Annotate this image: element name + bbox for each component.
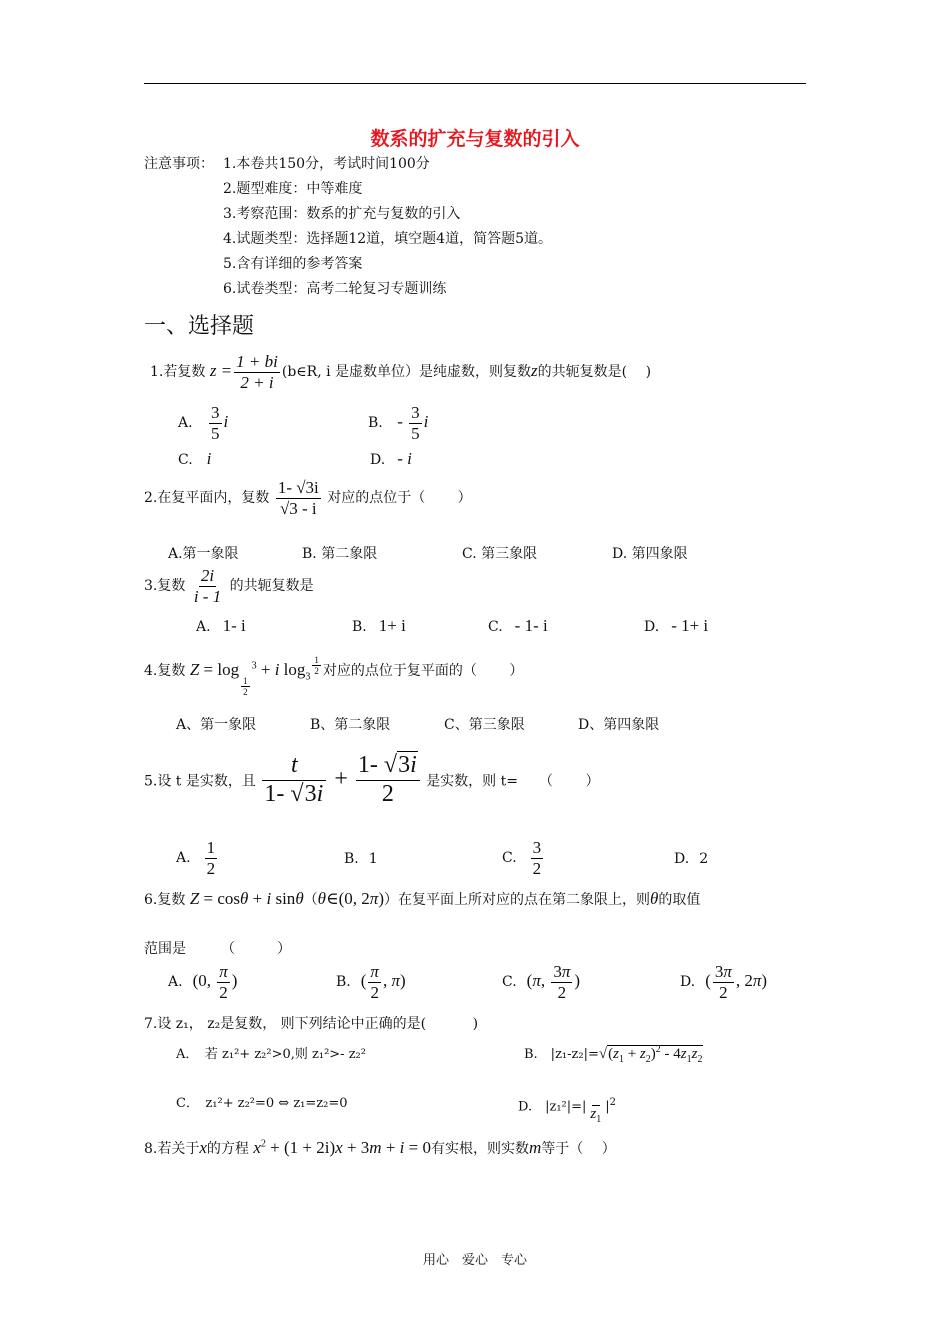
q4-option-c: C、第三象限 <box>444 717 525 733</box>
q7-option-d: D. |z₁²|=| $z_1$ $|^2$ <box>518 1088 616 1126</box>
q5-option-c: C. $\frac{3}{2}$ <box>502 838 542 878</box>
question-4: 4.复数 Z = log $_{\frac{1}{2}}$ $^3$ + i $\log_3$ $^{\frac{1}{2}}$ 对应的点位于复平面的（ ） <box>144 655 524 698</box>
question-6: 6.复数 Z = cosθ + i sinθ（θ∈(0, 2π)）在复平面上所对应的点在第二象限上，则θ的取值 <box>144 889 701 908</box>
note-item: 3.考察范围：数系的扩充与复数的引入 <box>223 206 461 222</box>
question-2: 2.在复平面内，复数 $\frac{1- √3i}{√3 - i}$ 对应的点位于（ ） <box>144 478 472 518</box>
q4-option-d: D、第四象限 <box>578 717 660 733</box>
note-item: 2.题型难度：中等难度 <box>223 181 363 197</box>
q6-option-d: D. ( $\frac{3\pi}{2}$ , 2π) <box>680 962 768 1002</box>
question-7: 7.设 z₁， z₂是复数， 则下列结论中正确的是( ) <box>144 1016 479 1032</box>
q1-option-a: A. $\frac{3}{5}$ i <box>178 403 229 443</box>
q5-option-b: B. 1 <box>344 851 378 867</box>
header-rule <box>144 83 806 84</box>
q1-option-b: B. - $\frac{3}{5}$ i <box>368 403 429 443</box>
q2-option-d: D. 第四象限 <box>612 546 688 562</box>
q4-formula: Z = log $_{\frac{1}{2}}$ $^3$ + i $\log_3$ $^{\frac{1}{2}}$ <box>189 655 319 698</box>
notes-label: 注意事项： <box>144 156 214 172</box>
section-heading: 一、选择题 <box>144 314 255 339</box>
q3-option-d: D. - 1+ i <box>644 616 709 635</box>
q1-formula: z = $\frac{1 + bi}{2 + i}$ <box>209 352 278 392</box>
q2-formula: $\frac{1- √3i}{√3 - i}$ <box>277 478 319 518</box>
q2-option-b: B. 第二象限 <box>302 546 378 562</box>
question-5: 5.设 t 是实数，且 $\frac{t}{1- √3i}$ + $\frac{1- √3i}{2}$ 是实数，则 t= （ ） <box>144 752 600 807</box>
question-3: 3.复数 $\frac{2i}{i - 1}$ 的共轭复数是 <box>144 566 314 606</box>
q3-option-c: C. - 1- i <box>488 616 548 635</box>
note-item: 5.含有详细的参考答案 <box>223 256 363 272</box>
q5-formula: $\frac{t}{1- √3i}$ + $\frac{1- √3i}{2}$ <box>260 766 421 792</box>
q5-option-d: D. 2 <box>674 851 709 867</box>
q1-option-c: C. i <box>178 449 212 468</box>
q3-option-b: B. 1+ i <box>352 616 406 635</box>
q3-option-a: A. 1- i <box>196 616 246 635</box>
question-8: 8.若关于x的方程 $x^2 + (1 + 2i)x + 3m + i = 0$有实根，则实数m等于（ ） <box>144 1138 616 1157</box>
q7-option-b: B. $|z_1-z_2|=√(z_1 + z_2)^2 - 4z_1z_2$ <box>524 1044 703 1065</box>
q8-formula: $x^2 + (1 + 2i)x + 3m + i = 0$ <box>253 1138 431 1157</box>
page-footer: 用心 爱心 专心 <box>422 1253 527 1268</box>
q1-option-d: D. - i <box>370 449 412 468</box>
q7-option-a: A． 若 z₁²+ z₂²>0,则 z₁²>- z₂² <box>176 1047 366 1062</box>
q6-option-b: B. ( $\frac{\pi}{2}$ , π) <box>336 962 406 1002</box>
note-item: 6.试卷类型：高考二轮复习专题训练 <box>223 281 447 297</box>
note-item: 1.本卷共150分，考试时间100分 <box>223 156 430 172</box>
q7-option-c: C． z₁²+ z₂²=0 ⇔ z₁=z₂=0 <box>176 1096 348 1111</box>
q6-formula: Z = cosθ + i sinθ <box>189 889 304 908</box>
q2-option-a: A.第一象限 <box>168 546 239 562</box>
q4-option-b: B、第二象限 <box>310 717 391 733</box>
q6-line2: 范围是 （ ） <box>144 941 291 957</box>
q6-option-c: C. (π, $\frac{3\pi}{2}$ ) <box>502 962 581 1002</box>
page-title: 数系的扩充与复数的引入 <box>370 128 580 150</box>
q5-option-a: A. $\frac{1}{2}$ <box>176 838 216 878</box>
q6-option-a: A. (0, $\frac{\pi}{2}$ ) <box>168 962 238 1002</box>
q2-option-c: C. 第三象限 <box>462 546 538 562</box>
q4-option-a: A、第一象限 <box>176 717 257 733</box>
note-item: 4.试题类型：选择题12道，填空题4道，简答题5道。 <box>223 231 552 247</box>
question-1: 1.若复数 z = $\frac{1 + bi}{2 + i}$ (b∈R, i 是虚数单位）是纯虚数，则复数z的共轭复数是( ) <box>150 352 652 392</box>
